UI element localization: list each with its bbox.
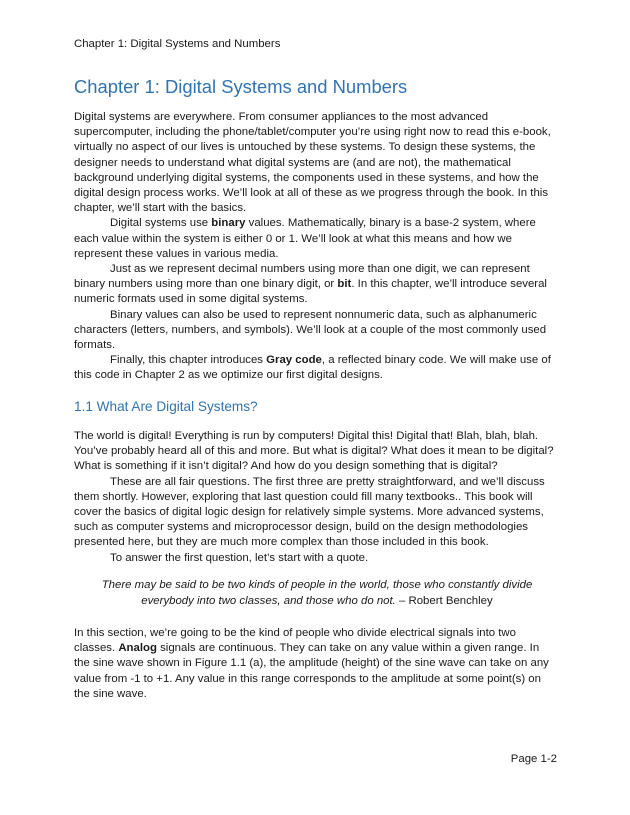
text-run: Finally, this chapter introduces [110, 354, 267, 367]
bold-term: binary [211, 217, 246, 230]
paragraph [74, 353, 558, 383]
running-header: Chapter 1: Digital Systems and Numbers [74, 38, 281, 50]
paragraph [74, 262, 558, 308]
bold-term: bit [337, 278, 352, 291]
text-run: . In this chapter, we’ll introduce several numeric formats used in some digital systems. [74, 278, 547, 306]
text-run: Just as we represent decimal numbers using more than one digit, we can represent binary numbers using more than one binary digit, or [74, 263, 530, 291]
paragraph: Digital systems are everywhere. From consumer appliances to the most advanced supercomputer, including the phone/tablet/computer you’re using right now to read this e-book, virtually no aspect of our lives is untouched by these systems. To design these systems, the designer needs to understand what digital systems are (and are not), the mathematical background underlying digital systems, the components used in these systems, and how the digital design process works. We’ll look at all of these as we progress through the book. In this chapter, we’ll start with the basics. [74, 111, 551, 215]
section-body-continued [74, 626, 558, 702]
text-run: signals are continuous. They can take on any value within a given range. In the sine wave shown in Figure 1.1 (a), the amplitude (height) of the sine wave can take on any value from -1 to +1. Any value in this range corresponds to the amplitude at some point(s) on the sine wave. [74, 642, 549, 700]
bold-term: Gray code [266, 354, 322, 367]
paragraph [74, 626, 558, 702]
section-title: 1.1 What Are Digital Systems? [74, 399, 258, 414]
page-number: Page 1-2 [510, 753, 557, 765]
paragraph: Binary values can also be used to represent nonnumeric data, such as alphanumeric characters (letters, numbers, and symbols). We’ll look at a couple of the most commonly used formats. [74, 308, 547, 352]
section-body [74, 429, 558, 566]
paragraph: To answer the first question, let’s start with a quote. [110, 551, 369, 564]
text-run: values. Mathematically, binary is a base-2 system, where each value within the system is either 0 or 1. We’ll look at what this means and how we represent these values in various media. [74, 217, 536, 260]
chapter-intro [74, 110, 558, 384]
quote-attribution: – Robert Benchley [395, 594, 493, 607]
text-run: , a reflected binary code. We will make use of this code in Chapter 2 as we optimize our first digital designs. [74, 354, 551, 382]
paragraph: The world is digital! Everything is run by computers! Digital this! Digital that! Blah, blah, blah. You’ve probably heard all of this and more. But what is digital? What does it mean to be digital? What is something if it isn’t digital? And how do you design something that is digital? [74, 430, 554, 473]
paragraph: These are all fair questions. The first three are pretty straightforward, and we’ll discuss them shortly. However, exploring that last question could fill many textbooks.. This book will cover the basics of digital logic design for relatively simple systems. More advanced systems, such as computer systems and microprocessor design, build on the design methodologies presented here, but they are much more complex than those included in this book. [74, 475, 545, 549]
paragraph [74, 216, 558, 262]
bold-term: Analog [118, 642, 157, 655]
block-quote [92, 578, 542, 609]
chapter-title: Chapter 1: Digital Systems and Numbers [74, 76, 408, 97]
text-run: In this section, we’re going to be the kind of people who divide electrical signals into two classes. [74, 627, 516, 655]
text-run: Digital systems use [110, 217, 212, 230]
quote-text: There may be said to be two kinds of people in the world, those who constantly divide everybody into two classes, and those who do not. [101, 579, 533, 607]
